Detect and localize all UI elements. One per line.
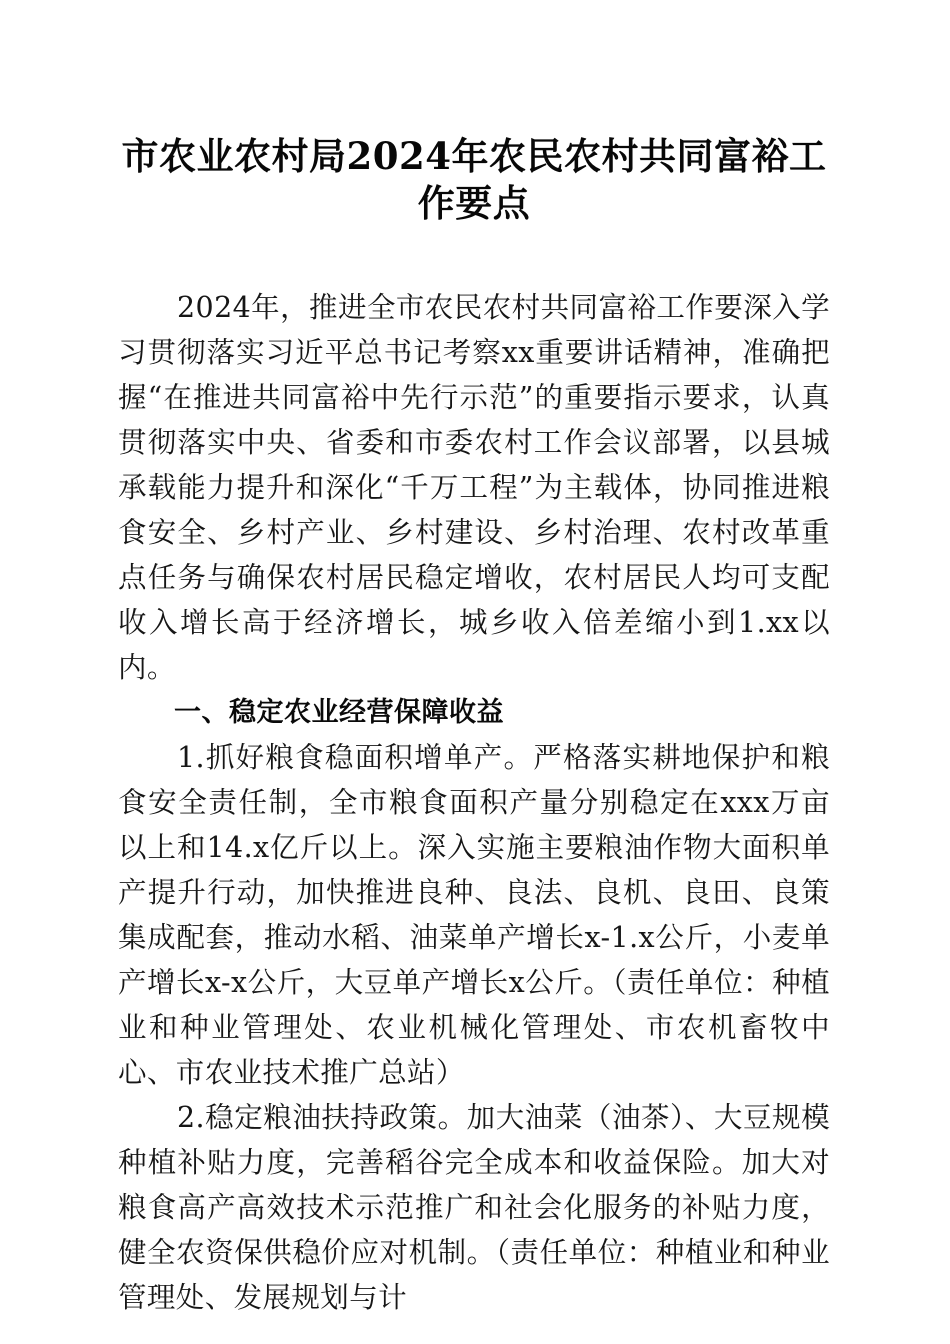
page-title [118,0,830,227]
intro-paragraph: 2024年，推进全市农民农村共同富裕工作要深入学习贯彻落实习近平总书记考察xx重要讲话精神，准确把握“在推进共同富裕中先行示范”的重要指示要求，认真贯彻落实中央、省委和市委农村工作会议部署，以县城承载能力提升和深化“千万工程”为主载体，协同推进粮食安全、乡村产业、乡村建设、乡村治理、农村改革重点任务与确保农村居民稳定增收，农村居民人均可支配收入增长高于经济增长，城乡收入倍差缩小到1.xx以内。 [118,291,830,684]
page-title-line-1: 市农业农村局2024年农民农村共同富裕工作 [121,134,827,225]
item-2-paragraph: 2.稳定粮油扶持政策。加大油菜（油茶）、大豆规模种植补贴力度，完善稻谷完全成本和收益保险。加大对粮食高产高效技术示范推广和社会化服务的补贴力度，健全农资保供稳价应对机制。（责任单位：种植业和种业管理处、发展规划与计 [118,1101,830,1314]
item-1-paragraph: 1.抓好粮食稳面积增单产。严格落实耕地保护和粮食安全责任制，全市粮食面积产量分别稳定在xxx万亩以上和14.x亿斤以上。深入实施主要粮油作物大面积单产提升行动，加快推进良种、良法、良机、良田、良策集成配套，推动水稻、油菜单产增长x-1.x公斤，小麦单产增长x-x公斤，大豆单产增长x公斤。（责任单位：种植业和种业管理处、农业机械化管理处、市农机畜牧中心、市农业技术推广总站） [118,741,830,1089]
document-content-area [118,0,830,1320]
page-title-line-2: 要点 [455,181,531,225]
section-heading-1: 一、稳定农业经营保障收益 [174,697,504,728]
